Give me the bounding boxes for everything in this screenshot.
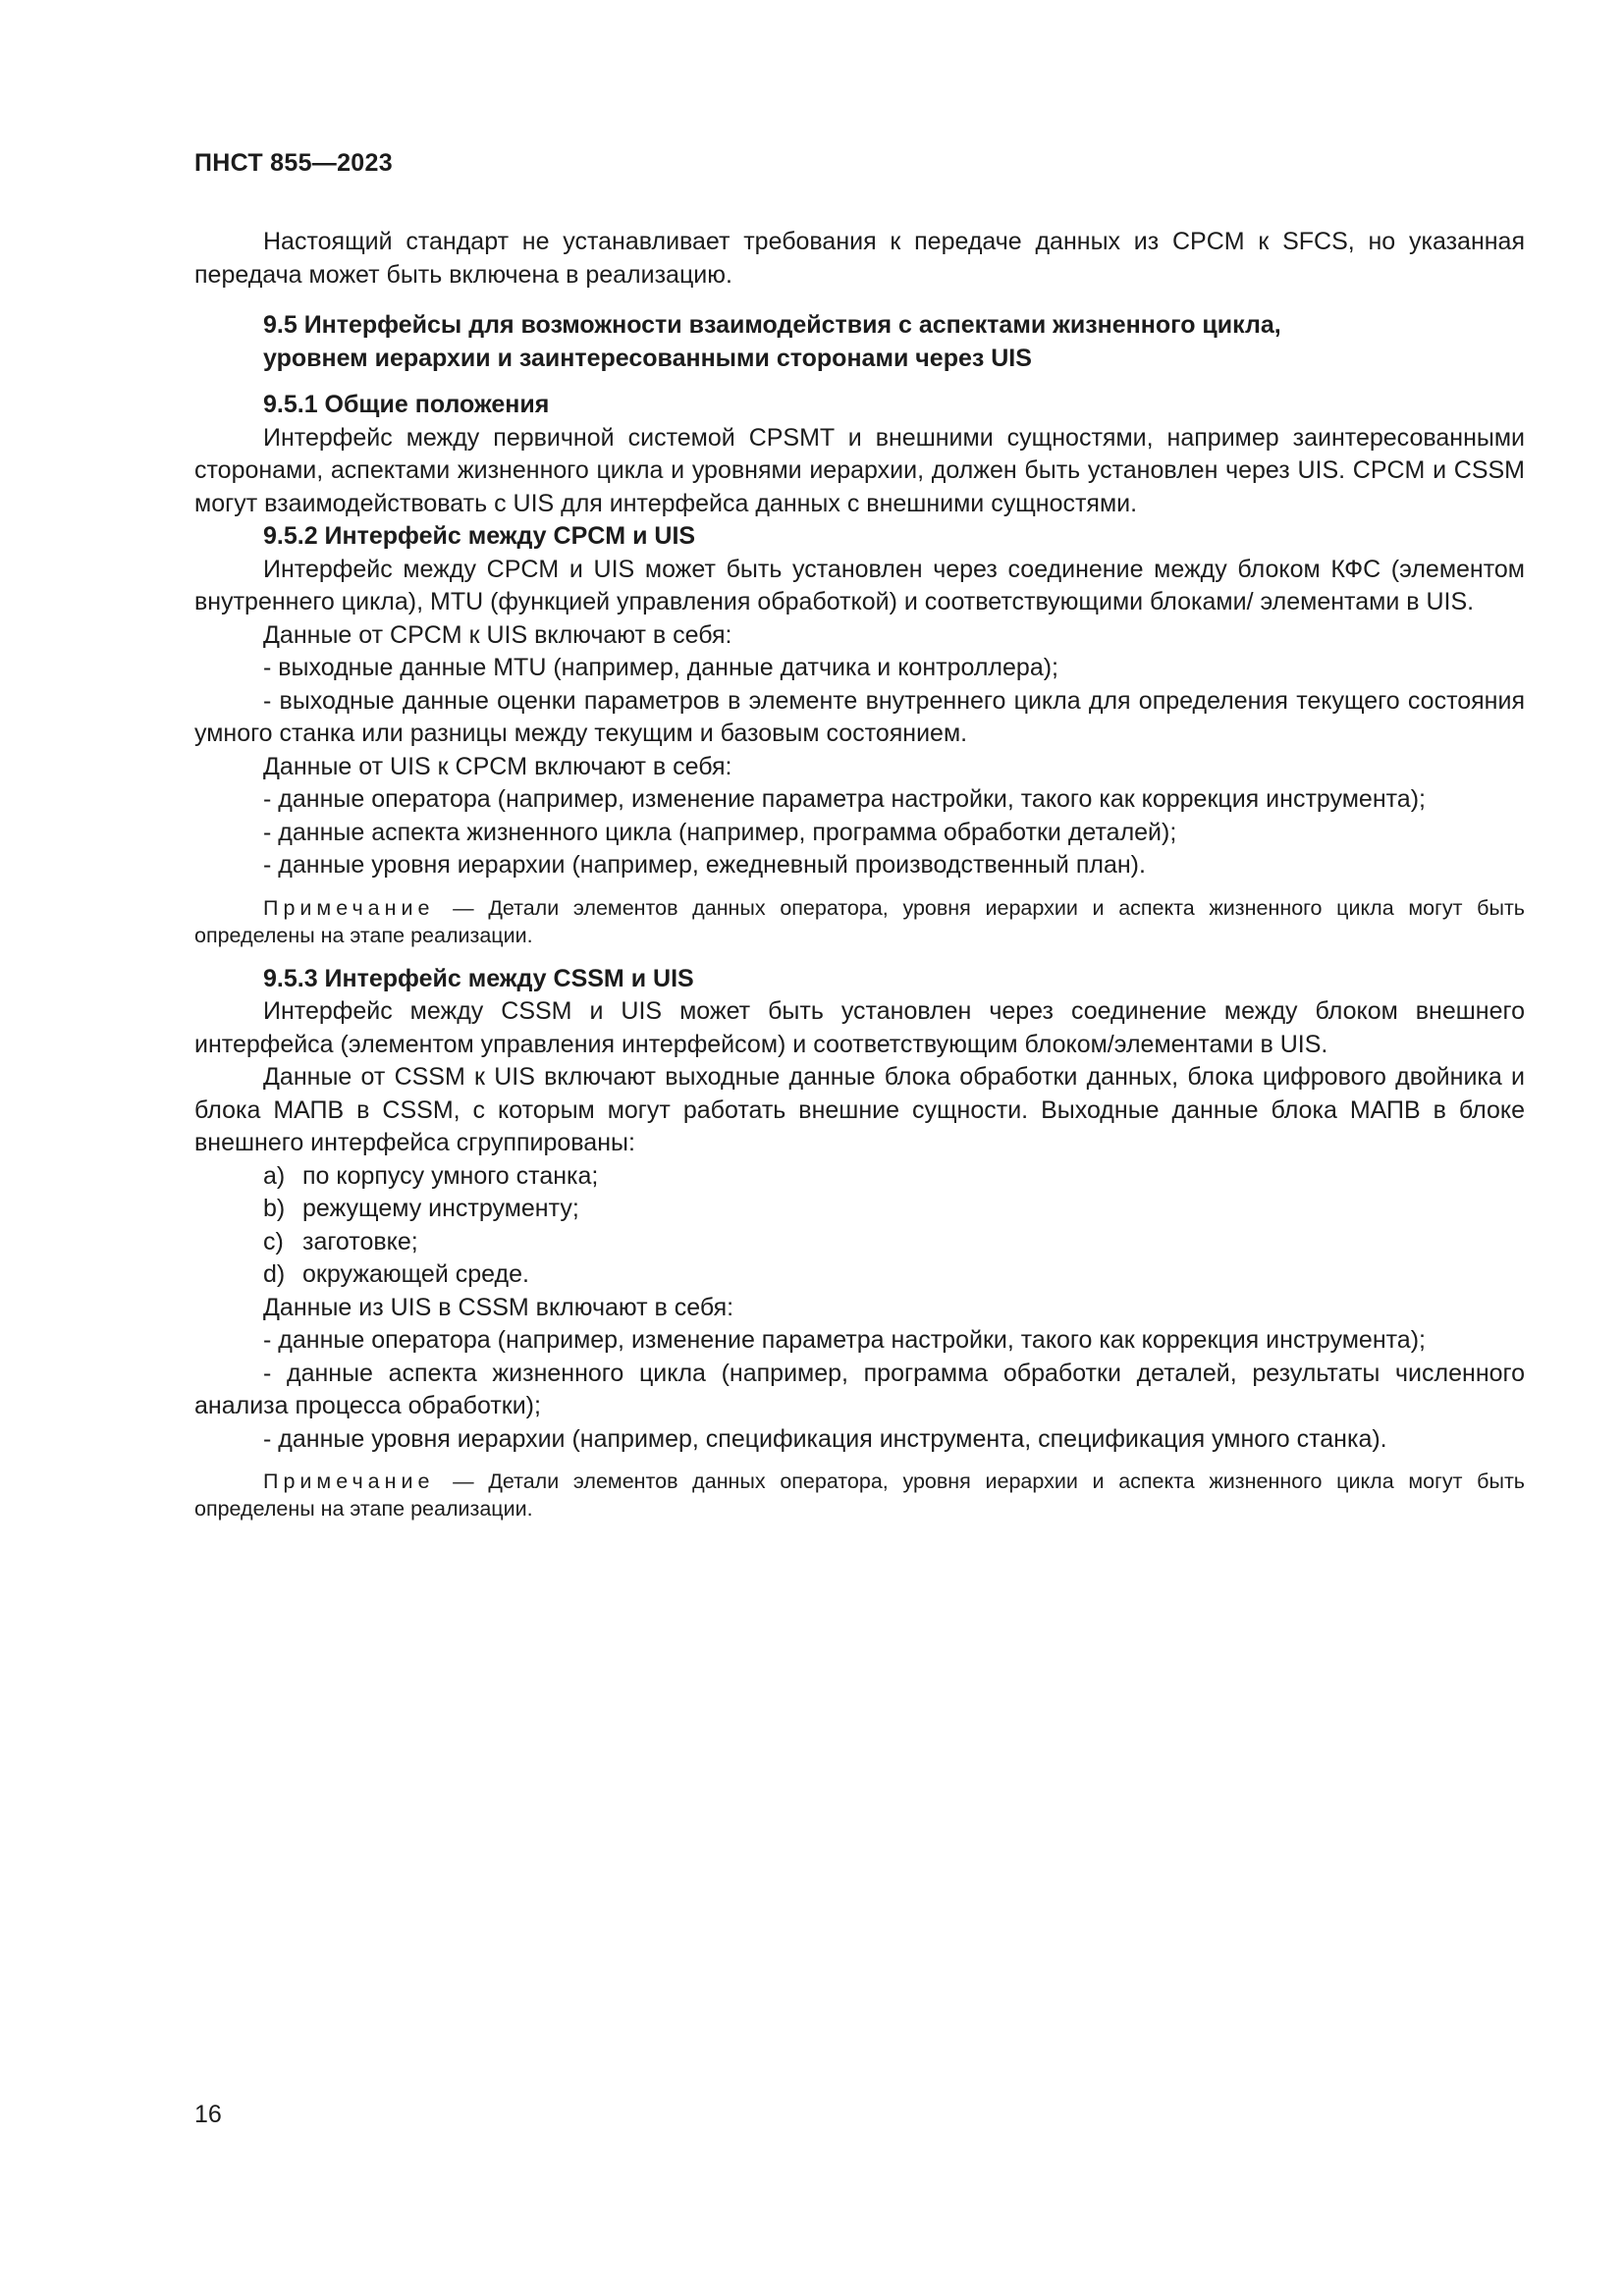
cssm-to-uis-paragraph: Данные от CSSM к UIS включают выходные данные блока обработки данных, блока цифрового двойника и блока МАПВ в CSSM, с которым могут работать внешние сущности. Выходные данные блока МАПВ в блоке внешнего интерфейса сгруппированы: (194, 1063, 1525, 1156)
list-item-text: по корпусу умного станка; (302, 1161, 599, 1190)
group-list-item (194, 1258, 1525, 1292)
cpcm-to-uis-item: - выходные данные MTU (например, данные датчика и контроллера); (263, 654, 1058, 681)
uis-to-cpcm-item: - данные уровня иерархии (например, ежедневный производственный план). (263, 851, 1146, 879)
list-marker: b) (263, 1195, 286, 1222)
section-9-5-1-paragraph: Интерфейс между первичной системой CPSMT и внешними сущностями, например заинтересованными сторонами, аспектами жизненного цикла и уровнями иерархии, должен быть установлен через UIS. CPCM и CSSM могут взаимодействовать с UIS для интерфейса данных с внешними сущностями. (194, 423, 1525, 517)
group-list-item (194, 1193, 1525, 1226)
document-body (194, 226, 1525, 1536)
section-9-5-title (194, 309, 1525, 375)
list-item-text: окружающей среде. (302, 1260, 529, 1288)
list-marker: d) (263, 1260, 286, 1288)
uis-to-cssm-item: - данные аспекта жизненного цикла (например, программа обработки деталей, результаты численного анализа процесса обработки); (194, 1359, 1525, 1419)
group-list-item (194, 1160, 1525, 1194)
note-text: — Детали элементов данных оператора, уровня иерархии и аспекта жизненного цикла могут быть определены на этапе реализации. (194, 1469, 1525, 1521)
list-item-text: режущему инструменту; (302, 1195, 579, 1222)
list-marker: a) (263, 1161, 286, 1190)
uis-to-cpcm-intro: Данные от UIS к CPCM включают в себя: (263, 752, 732, 780)
list-marker: c) (263, 1227, 284, 1255)
uis-to-cssm-item: - данные уровня иерархии (например, спецификация инструмента, спецификация умного станка). (263, 1424, 1387, 1453)
section-9-5-3-paragraph: Интерфейс между CSSM и UIS может быть установлен через соединение между блоком внешнего интерфейса (элементом управления интерфейсом) и соответствующим блоком/элементами в UIS. (194, 997, 1525, 1058)
note-text: — Детали элементов данных оператора, уровня иерархии и аспекта жизненного цикла могут быть определены на этапе реализации. (194, 895, 1525, 947)
document-page (194, 0, 1525, 2296)
document-code-header: ПНСТ 855—2023 (194, 149, 393, 177)
section-9-5-1-title: 9.5.1 Общие положения (263, 391, 550, 418)
list-item-text: заготовке; (302, 1227, 418, 1255)
section-9-5-2-title: 9.5.2 Интерфейс между CPCM и UIS (263, 522, 696, 550)
intro-paragraph: Настоящий стандарт не устанавливает требования к передаче данных из CPCM к SFCS, но указанная передача может быть включена в реализацию. (194, 228, 1525, 289)
uis-to-cssm-item: - данные оператора (например, изменение параметра настройки, такого как коррекция инструмента); (263, 1326, 1426, 1354)
page-number: 16 (194, 2101, 222, 2128)
section-9-5-2-paragraph: Интерфейс между CPCM и UIS может быть установлен через соединение между блоком КФС (элементом внутреннего цикла), MTU (функцией управления обработкой) и соответствующими блоками/ элементами в UIS. (194, 555, 1525, 615)
note-label: Примечание (263, 895, 435, 920)
section-9-5-title-line2: уровнем иерархии и заинтересованными сторонами через UIS (263, 344, 1032, 372)
uis-to-cpcm-item: - данные оператора (например, изменение параметра настройки, такого как коррекция инструмента); (263, 785, 1426, 813)
section-9-5-title-line1: 9.5 Интерфейсы для возможности взаимодействия с аспектами жизненного цикла, (263, 311, 1281, 339)
group-list-item (194, 1226, 1525, 1259)
cpcm-to-uis-intro: Данные от CPCM к UIS включают в себя: (263, 620, 732, 649)
section-9-5-3-title: 9.5.3 Интерфейс между CSSM и UIS (263, 964, 694, 992)
note-9-5-2 (194, 894, 1525, 949)
note-9-5-3 (194, 1468, 1525, 1522)
uis-to-cssm-intro: Данные из UIS в CSSM включают в себя: (263, 1293, 734, 1321)
uis-to-cpcm-item: - данные аспекта жизненного цикла (например, программа обработки деталей); (263, 818, 1177, 846)
note-label: Примечание (263, 1469, 435, 1493)
cpcm-to-uis-item: - выходные данные оценки параметров в элементе внутреннего цикла для определения текущего состояния умного станка или разницы между текущим и базовым состоянием. (194, 686, 1525, 747)
